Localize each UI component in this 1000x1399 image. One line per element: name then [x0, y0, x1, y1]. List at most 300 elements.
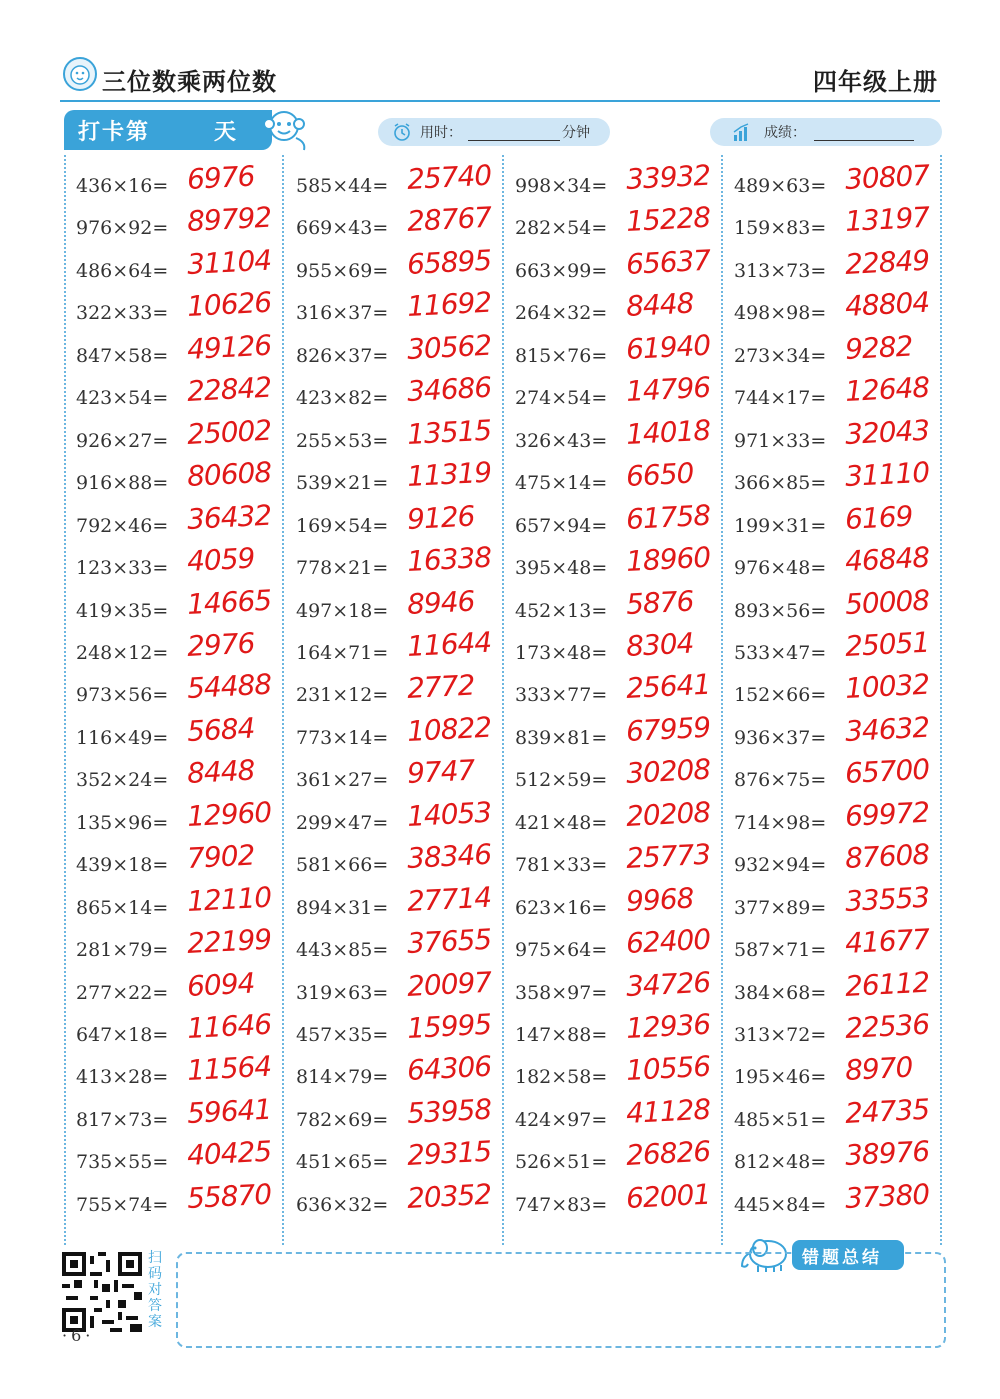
handwritten-answer[interactable]: 25002 — [186, 413, 272, 451]
time-unit: 分钟 — [562, 125, 590, 141]
handwritten-answer[interactable]: 25641 — [625, 668, 711, 706]
exercise-expression: 663×99= — [515, 259, 608, 282]
exercise-row — [76, 243, 286, 290]
exercise-expression: 123×33= — [76, 557, 169, 580]
handwritten-answer[interactable]: 15995 — [406, 1007, 492, 1045]
handwritten-answer[interactable]: 67959 — [625, 710, 711, 748]
chart-icon — [732, 122, 752, 142]
exercise-expression: 976×92= — [76, 217, 169, 240]
page-number: ·6· — [62, 1326, 95, 1345]
handwritten-answer[interactable]: 8448 — [186, 753, 256, 791]
exercise-expression: 248×12= — [76, 641, 169, 664]
exercise-row — [296, 795, 506, 842]
exercise-row — [734, 1050, 944, 1096]
exercise-row — [515, 710, 725, 757]
handwritten-answer[interactable]: 9282 — [844, 329, 914, 366]
handwritten-answer[interactable]: 4059 — [186, 541, 256, 579]
exercise-row — [515, 413, 725, 460]
exercise-expression: 486×64= — [76, 259, 169, 282]
exercise-expression: 445×84= — [734, 1193, 827, 1216]
exercise-row — [76, 668, 286, 714]
exercise-row — [296, 499, 506, 545]
handwritten-answer[interactable]: 30208 — [625, 752, 711, 791]
exercise-expression: 744×17= — [734, 387, 827, 410]
exercise-expression: 512×59= — [515, 769, 608, 792]
exercise-row — [515, 922, 725, 969]
handwritten-answer[interactable]: 22199 — [186, 922, 272, 961]
handwritten-answer[interactable]: 25773 — [625, 837, 711, 876]
handwritten-answer[interactable]: 20097 — [406, 965, 492, 1003]
exercise-row — [734, 922, 944, 969]
exercise-row — [296, 413, 506, 460]
exercise-row — [76, 159, 286, 205]
handwritten-answer[interactable]: 11644 — [406, 625, 492, 663]
exercise-expression: 421×48= — [515, 811, 608, 834]
exercise-expression: 457×35= — [296, 1024, 389, 1046]
exercise-expression: 274×54= — [515, 387, 608, 410]
handwritten-answer[interactable]: 24735 — [844, 1092, 930, 1130]
exercise-row — [296, 1092, 506, 1139]
exercise-expression: 316×37= — [296, 302, 389, 325]
exercise-row — [734, 880, 944, 927]
exercise-row — [734, 455, 944, 502]
handwritten-answer[interactable]: 6650 — [625, 456, 695, 494]
exercise-row — [296, 584, 506, 630]
exercise-row — [734, 1134, 944, 1181]
handwritten-answer[interactable]: 65700 — [844, 752, 930, 791]
exercise-row — [734, 1007, 944, 1054]
exercise-row — [734, 201, 944, 247]
exercise-row — [76, 1050, 286, 1096]
handwritten-answer[interactable]: 22842 — [186, 370, 272, 409]
exercise-row — [515, 498, 725, 545]
exercise-row — [296, 158, 506, 205]
exercise-expression: 352×24= — [76, 769, 169, 792]
handwritten-answer[interactable]: 20208 — [625, 795, 711, 833]
exercise-row — [734, 243, 944, 290]
exercise-expression: 581×66= — [296, 854, 389, 877]
handwritten-answer[interactable]: 34632 — [844, 710, 930, 748]
exercise-expression: 377×89= — [734, 896, 827, 919]
exercise-row — [76, 541, 286, 587]
exercise-expression: 936×37= — [734, 726, 827, 749]
handwritten-answer[interactable]: 28767 — [406, 201, 492, 239]
exercise-row — [515, 370, 725, 417]
handwritten-answer[interactable]: 41128 — [625, 1092, 711, 1130]
exercise-expression: 319×63= — [296, 981, 389, 1004]
handwritten-answer[interactable]: 37655 — [406, 922, 492, 961]
exercise-expression: 273×34= — [734, 344, 827, 367]
exercise-expression: 735×55= — [76, 1151, 169, 1174]
handwritten-answer[interactable]: 22536 — [844, 1007, 930, 1045]
exercise-expression: 299×47= — [296, 811, 389, 834]
handwritten-answer[interactable]: 55870 — [186, 1177, 272, 1215]
exercise-row — [296, 285, 506, 332]
exercise-expression: 932×94= — [734, 854, 827, 877]
exercise-row — [76, 838, 286, 884]
exercise-expression: 313×72= — [734, 1024, 827, 1046]
handwritten-answer[interactable]: 6094 — [186, 966, 256, 1003]
handwritten-answer[interactable]: 18960 — [625, 540, 711, 579]
exercise-expression: 971×33= — [734, 429, 827, 452]
handwritten-answer[interactable]: 61758 — [625, 498, 711, 536]
exercise-expression: 973×56= — [76, 684, 169, 707]
exercise-row — [296, 370, 506, 417]
exercise-row — [734, 329, 944, 375]
handwritten-answer[interactable]: 27714 — [406, 880, 492, 918]
handwritten-answer[interactable]: 41677 — [844, 922, 930, 961]
exercise-expression: 322×33= — [76, 302, 169, 325]
exercise-expression: 436×16= — [76, 175, 169, 197]
error-summary-label: 错题总结 — [802, 1248, 882, 1268]
handwritten-answer[interactable]: 6169 — [844, 499, 914, 536]
handwritten-answer[interactable]: 59641 — [186, 1092, 272, 1130]
handwritten-answer[interactable]: 53958 — [406, 1092, 492, 1130]
exercise-row — [296, 880, 506, 927]
exercise-row — [296, 201, 506, 247]
exercise-row — [76, 711, 286, 757]
exercise-row — [734, 752, 944, 799]
handwritten-answer[interactable]: 13515 — [406, 413, 492, 451]
handwritten-answer[interactable]: 2976 — [186, 626, 256, 663]
exercise-row — [296, 710, 506, 757]
exercise-expression: 714×98= — [734, 811, 827, 834]
handwritten-answer[interactable]: 54488 — [186, 668, 272, 706]
exercise-expression: 159×83= — [734, 217, 827, 240]
exercise-expression: 781×33= — [515, 854, 608, 877]
exercise-expression: 366×85= — [734, 472, 827, 495]
handwritten-answer[interactable]: 25051 — [844, 625, 930, 663]
handwritten-answer[interactable]: 32043 — [844, 413, 930, 451]
handwritten-answer[interactable]: 62001 — [625, 1177, 711, 1215]
exercise-expression: 395×48= — [515, 557, 608, 580]
exercise-row — [296, 243, 506, 290]
handwritten-answer[interactable]: 9747 — [406, 753, 476, 791]
handwritten-answer[interactable]: 34726 — [625, 965, 711, 1003]
exercise-row — [734, 710, 944, 757]
exercise-expression: 169×54= — [296, 514, 389, 537]
handwritten-answer[interactable]: 46848 — [844, 540, 930, 579]
handwritten-answer[interactable]: 62400 — [625, 922, 711, 961]
handwritten-answer[interactable]: 10556 — [625, 1050, 711, 1088]
exercise-expression: 894×31= — [296, 896, 389, 919]
exercise-expression: 533×47= — [734, 641, 827, 664]
clock-icon — [392, 122, 412, 142]
exercise-expression: 865×14= — [76, 896, 169, 919]
exercise-expression: 255×53= — [296, 429, 389, 452]
exercise-row — [515, 584, 725, 630]
time-label: 用时： — [420, 125, 462, 141]
handwritten-answer[interactable]: 5876 — [625, 584, 695, 621]
handwritten-answer[interactable]: 33932 — [625, 158, 711, 196]
exercise-expression: 755×74= — [76, 1193, 169, 1216]
exercise-row — [734, 668, 944, 714]
exercise-row — [734, 413, 944, 460]
handwritten-answer[interactable]: 65895 — [406, 243, 492, 281]
handwritten-answer[interactable]: 9126 — [406, 499, 476, 536]
exercise-row — [734, 837, 944, 884]
exercise-expression: 782×69= — [296, 1108, 389, 1131]
exercise-expression: 926×27= — [76, 429, 169, 452]
handwritten-answer[interactable]: 12110 — [186, 880, 272, 918]
exercise-row — [296, 1134, 506, 1181]
handwritten-answer[interactable]: 14018 — [625, 413, 711, 451]
exercise-expression: 955×69= — [296, 259, 389, 282]
exercise-row — [76, 880, 286, 927]
exercise-expression: 147×88= — [515, 1024, 608, 1046]
handwritten-answer[interactable]: 11564 — [186, 1050, 272, 1088]
exercise-expression: 173×48= — [515, 641, 608, 664]
grade-label: 四年级上册 — [813, 68, 938, 96]
handwritten-answer[interactable]: 49126 — [186, 328, 272, 366]
exercise-row — [515, 243, 725, 290]
exercise-expression: 361×27= — [296, 769, 389, 792]
exercise-expression: 423×82= — [296, 387, 389, 410]
handwritten-answer[interactable]: 8970 — [844, 1050, 914, 1088]
exercise-row — [515, 752, 725, 799]
exercise-row — [734, 285, 944, 332]
handwritten-answer[interactable]: 87608 — [844, 837, 930, 876]
exercise-expression: 815×76= — [515, 344, 608, 367]
exercise-row — [734, 1092, 944, 1139]
exercise-expression: 826×37= — [296, 344, 389, 367]
handwritten-answer[interactable]: 31110 — [844, 455, 930, 494]
exercise-row — [76, 201, 286, 247]
exercise-row — [296, 1007, 506, 1054]
exercise-row — [734, 540, 944, 587]
handwritten-answer[interactable]: 30562 — [406, 328, 492, 366]
exercise-expression: 669×43= — [296, 217, 389, 240]
handwritten-answer[interactable]: 12648 — [844, 370, 930, 409]
exercise-expression: 333×77= — [515, 684, 608, 707]
exercise-row — [76, 1092, 286, 1139]
handwritten-answer[interactable]: 64306 — [406, 1050, 492, 1088]
handwritten-answer[interactable]: 48804 — [844, 285, 930, 324]
exercise-expression: 152×66= — [734, 684, 827, 707]
exercise-expression: 778×21= — [296, 557, 389, 580]
exercise-row — [515, 158, 725, 205]
handwritten-answer[interactable]: 14053 — [406, 795, 492, 833]
exercise-row — [296, 625, 506, 672]
exercise-expression: 423×54= — [76, 387, 169, 410]
qr-code-icon — [62, 1252, 142, 1332]
exercise-expression: 812×48= — [734, 1151, 827, 1174]
exercise-grid — [64, 155, 944, 1245]
handwritten-answer[interactable]: 26112 — [844, 965, 930, 1003]
handwritten-answer[interactable]: 89792 — [186, 201, 272, 239]
exercise-row — [296, 1177, 506, 1224]
exercise-row — [76, 498, 286, 545]
handwritten-answer[interactable]: 11319 — [406, 455, 492, 494]
exercise-row — [76, 583, 286, 630]
handwritten-answer[interactable]: 10032 — [844, 668, 930, 706]
handwritten-answer[interactable]: 8448 — [625, 286, 695, 324]
handwritten-answer[interactable]: 29315 — [406, 1134, 492, 1173]
exercise-row — [515, 795, 725, 842]
score-input-line[interactable] — [814, 140, 914, 141]
exercise-row — [515, 668, 725, 714]
handwritten-answer[interactable]: 80608 — [186, 455, 272, 494]
column-divider — [64, 155, 66, 1245]
exercise-expression: 264×32= — [515, 302, 608, 325]
scan-answer-text: 扫码对答案 — [148, 1250, 162, 1330]
checkin-label-left: 打卡第 — [78, 120, 151, 145]
handwritten-answer[interactable]: 16338 — [406, 540, 492, 579]
handwritten-answer[interactable]: 8304 — [625, 626, 695, 663]
handwritten-answer[interactable]: 11692 — [406, 285, 492, 324]
exercise-expression: 647×18= — [76, 1024, 169, 1046]
handwritten-answer[interactable]: 11646 — [186, 1007, 272, 1045]
handwritten-answer[interactable]: 37380 — [844, 1177, 930, 1215]
exercise-row — [296, 668, 506, 714]
exercise-expression: 485×51= — [734, 1108, 827, 1131]
exercise-expression: 539×21= — [296, 472, 389, 495]
handwritten-answer[interactable]: 12960 — [186, 795, 272, 833]
exercise-expression: 587×71= — [734, 939, 827, 962]
time-field — [378, 118, 610, 146]
handwritten-answer[interactable]: 9968 — [625, 881, 695, 918]
exercise-row — [296, 922, 506, 969]
exercise-row — [515, 881, 725, 927]
exercise-row — [76, 922, 286, 969]
exercise-row — [734, 1177, 944, 1224]
page-header — [60, 52, 940, 106]
exercise-row — [515, 626, 725, 672]
monkey-icon — [258, 102, 310, 154]
exercise-expression: 489×63= — [734, 175, 827, 197]
exercise-row — [515, 1177, 725, 1224]
exercise-expression: 231×12= — [296, 684, 389, 707]
handwritten-answer[interactable]: 7902 — [186, 838, 256, 876]
exercise-expression: 413×28= — [76, 1066, 169, 1089]
exercise-expression: 282×54= — [515, 217, 608, 240]
handwritten-answer[interactable]: 5684 — [186, 711, 256, 748]
exercise-row — [76, 413, 286, 460]
exercise-row — [296, 965, 506, 1012]
handwritten-answer[interactable]: 50008 — [844, 583, 930, 621]
exercise-row — [515, 1092, 725, 1139]
exercise-row — [76, 1134, 286, 1181]
exercise-expression: 876×75= — [734, 769, 827, 792]
checkin-label-right: 天 — [214, 120, 239, 145]
handwritten-answer[interactable]: 22849 — [844, 243, 930, 281]
exercise-expression: 747×83= — [515, 1193, 608, 1216]
exercise-row — [734, 625, 944, 672]
exercise-row — [734, 965, 944, 1012]
exercise-row — [515, 201, 725, 247]
handwritten-answer[interactable]: 33553 — [844, 880, 930, 918]
exercise-expression: 475×14= — [515, 472, 608, 495]
exercise-row — [296, 753, 506, 799]
exercise-expression: 199×31= — [734, 514, 827, 537]
handwritten-answer[interactable]: 38976 — [844, 1134, 930, 1173]
exercise-expression: 839×81= — [515, 726, 608, 749]
exercise-expression: 195×46= — [734, 1066, 827, 1089]
handwritten-answer[interactable]: 14665 — [186, 583, 272, 621]
time-input-line[interactable] — [468, 140, 560, 141]
exercise-expression: 281×79= — [76, 939, 169, 962]
score-label: 成绩： — [764, 125, 806, 141]
handwritten-answer[interactable]: 36432 — [186, 498, 272, 536]
exercise-expression: 164×71= — [296, 641, 389, 664]
exercise-expression: 976×48= — [734, 557, 827, 580]
handwritten-answer[interactable]: 14796 — [625, 370, 711, 409]
exercise-row — [515, 965, 725, 1012]
exercise-expression: 998×34= — [515, 175, 608, 197]
exercise-row — [76, 753, 286, 799]
exercise-expression: 439×18= — [76, 854, 169, 877]
handwritten-answer[interactable]: 10822 — [406, 710, 492, 748]
handwritten-answer[interactable]: 25740 — [406, 158, 492, 196]
exercise-expression: 847×58= — [76, 344, 169, 367]
handwritten-answer[interactable]: 40425 — [186, 1134, 272, 1173]
handwritten-answer[interactable]: 10626 — [186, 285, 272, 324]
exercise-row — [76, 328, 286, 375]
exercise-expression: 623×16= — [515, 896, 608, 919]
exercise-row — [515, 286, 725, 332]
exercise-row — [296, 328, 506, 375]
checkin-banner — [64, 110, 272, 150]
handwritten-answer[interactable]: 65637 — [625, 243, 711, 281]
exercise-expression: 358×97= — [515, 981, 608, 1004]
exercise-expression: 526×51= — [515, 1151, 608, 1174]
handwritten-answer[interactable]: 15228 — [625, 201, 711, 239]
exercise-expression: 657×94= — [515, 514, 608, 537]
exercise-row — [296, 837, 506, 884]
exercise-row — [515, 837, 725, 884]
handwritten-answer[interactable]: 20352 — [406, 1177, 492, 1215]
exercise-row — [734, 583, 944, 630]
exercise-row — [734, 795, 944, 842]
exercise-expression: 277×22= — [76, 981, 169, 1004]
exercise-row — [515, 1007, 725, 1054]
handwritten-answer[interactable]: 30807 — [844, 158, 930, 196]
handwritten-answer[interactable]: 26826 — [625, 1134, 711, 1173]
exercise-expression: 116×49= — [76, 726, 169, 749]
exercise-row — [296, 1050, 506, 1096]
exercise-row — [734, 499, 944, 545]
handwritten-answer[interactable]: 13197 — [844, 201, 930, 239]
exercise-expression: 975×64= — [515, 939, 608, 962]
exercise-expression: 443×85= — [296, 939, 389, 962]
exercise-expression: 893×56= — [734, 599, 827, 622]
handwritten-answer[interactable]: 38346 — [406, 837, 492, 876]
exercise-row — [76, 455, 286, 502]
exercise-expression: 773×14= — [296, 726, 389, 749]
handwritten-answer[interactable]: 12936 — [625, 1007, 711, 1045]
handwritten-answer[interactable]: 6976 — [186, 159, 256, 196]
exercise-expression: 817×73= — [76, 1108, 169, 1131]
exercise-row — [734, 370, 944, 417]
handwritten-answer[interactable]: 69972 — [844, 795, 930, 833]
header-divider — [60, 100, 940, 102]
handwritten-answer[interactable]: 8946 — [406, 584, 476, 621]
handwritten-answer[interactable]: 34686 — [406, 370, 492, 409]
exercise-row — [76, 626, 286, 672]
exercise-row — [76, 966, 286, 1012]
exercise-row — [296, 540, 506, 587]
page-title: 三位数乘两位数 — [102, 68, 277, 96]
exercise-expression: 792×46= — [76, 514, 169, 537]
exercise-expression: 313×73= — [734, 259, 827, 282]
handwritten-answer[interactable]: 31104 — [186, 243, 272, 281]
exercise-row — [296, 455, 506, 502]
exercise-row — [515, 1050, 725, 1096]
handwritten-answer[interactable]: 2772 — [406, 668, 476, 706]
exercise-row — [76, 285, 286, 332]
score-field — [710, 118, 942, 146]
handwritten-answer[interactable]: 61940 — [625, 328, 711, 366]
